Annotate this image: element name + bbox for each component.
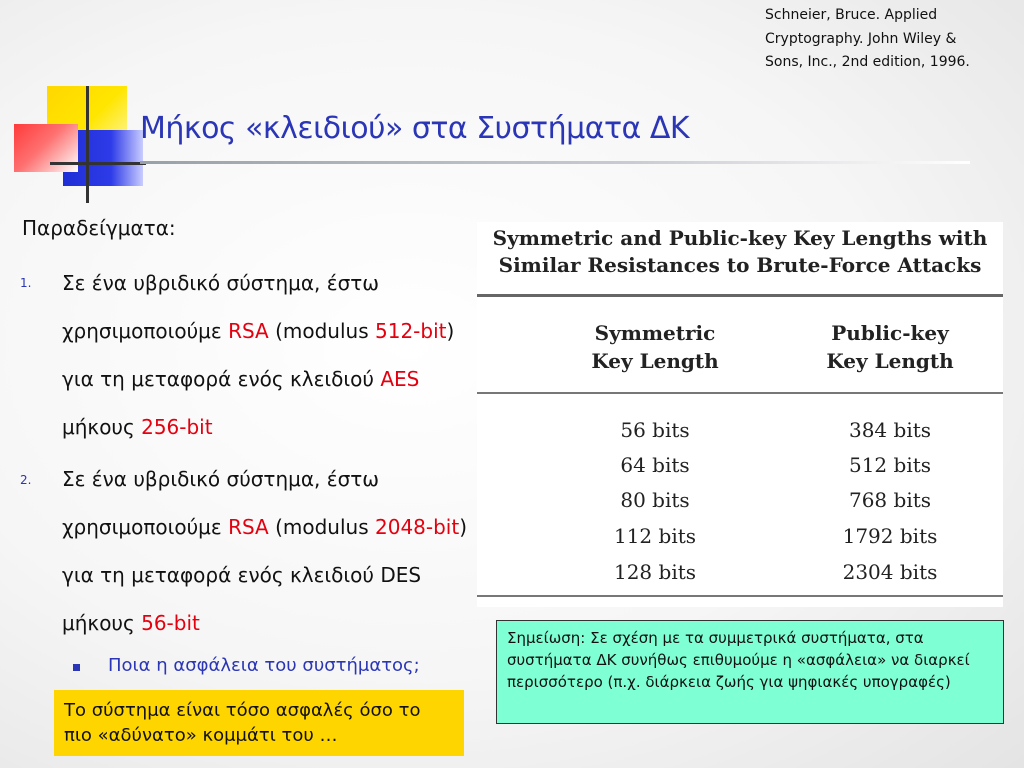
list-item	[62, 455, 472, 647]
highlight-modulus: 512-bit	[375, 319, 447, 343]
list-number: 1.	[20, 276, 32, 290]
table-cell-symmetric: 56 bits	[620, 418, 690, 442]
column-header-public-key	[790, 319, 990, 375]
text-run: Σε ένα υβριδικό σύστημα, έστω χρησιμοποιούμε	[62, 271, 380, 343]
slide-title: Μήκος «κλειδιού» στα Συστήματα ΔΚ	[140, 111, 690, 146]
table-title-line: Symmetric and Public-key Key Lengths with	[492, 226, 988, 250]
title-underline	[140, 161, 970, 164]
text-run: μήκους	[62, 415, 142, 439]
table-cell-symmetric: 128 bits	[613, 560, 697, 584]
text-run: ) για τη μεταφορά ενός κλειδιού	[62, 319, 455, 391]
citation-line: Cryptography. John Wiley &	[765, 30, 957, 47]
header-line: Symmetric	[594, 321, 716, 345]
note-box: Σημείωση: Σε σχέση με τα συμμετρικά συστήματα, στα συστήματα ΔΚ συνήθως επιθυμούμε η «ασφάλεια» να διαρκεί περισσότερο (π.χ. διάρκεια ζωής για ψηφιακές υπογραφές)	[496, 620, 1004, 724]
header-line: Public-key	[831, 321, 949, 345]
table-divider	[477, 595, 1003, 597]
logo-horizontal-line	[50, 162, 146, 165]
highlight-aes: AES	[380, 367, 420, 391]
header-line: Key Length	[826, 349, 954, 373]
table-divider	[477, 392, 1003, 394]
table-cell-public-key: 768 bits	[848, 488, 932, 512]
sub-bullet-question: Ποια η ασφάλεια του συστήματος;	[108, 655, 420, 676]
table-cell-symmetric: 64 bits	[620, 453, 690, 477]
text-run: (modulus	[268, 319, 375, 343]
table-cell-public-key: 512 bits	[848, 453, 932, 477]
text-run: ) για τη μεταφορά ενός κλειδιού DES μήκους	[62, 515, 468, 635]
table-title-line: Similar Resistances to Brute-Force Attacks	[498, 253, 982, 277]
examples-label: Παραδείγματα:	[22, 216, 176, 240]
list-item	[62, 259, 472, 451]
highlight-rsa: RSA	[228, 515, 269, 539]
text-run: Σε ένα υβριδικό σύστημα, έστω χρησιμοποιούμε	[62, 467, 380, 539]
table-cell-symmetric: 80 bits	[620, 488, 690, 512]
citation-line: Schneier, Bruce. Applied	[765, 7, 938, 23]
citation-line: Sons, Inc., 2nd edition, 1996.	[765, 54, 970, 70]
square-bullet-icon	[73, 664, 80, 671]
table-cell-public-key: 1792 bits	[842, 524, 938, 548]
answer-box: Το σύστημα είναι τόσο ασφαλές όσο το πιο «αδύνατο» κομμάτι του …	[54, 690, 464, 756]
key-length-table	[477, 222, 1003, 607]
table-cell-public-key: 384 bits	[848, 418, 932, 442]
table-cell-symmetric: 112 bits	[613, 524, 697, 548]
highlight-key-length: 56-bit	[141, 611, 200, 635]
highlight-modulus: 2048-bit	[375, 515, 460, 539]
highlight-rsa: RSA	[228, 319, 269, 343]
citation	[765, 4, 1015, 75]
table-cell-public-key: 2304 bits	[842, 560, 938, 584]
highlight-key-length: 256-bit	[141, 415, 213, 439]
column-header-symmetric	[555, 319, 755, 375]
table-divider	[477, 294, 1003, 297]
logo-vertical-line	[86, 86, 89, 203]
header-line: Key Length	[591, 349, 719, 373]
table-title	[477, 225, 1003, 279]
text-run: (modulus	[268, 515, 375, 539]
decorative-squares-logo	[0, 0, 150, 215]
list-number: 2.	[20, 473, 32, 487]
